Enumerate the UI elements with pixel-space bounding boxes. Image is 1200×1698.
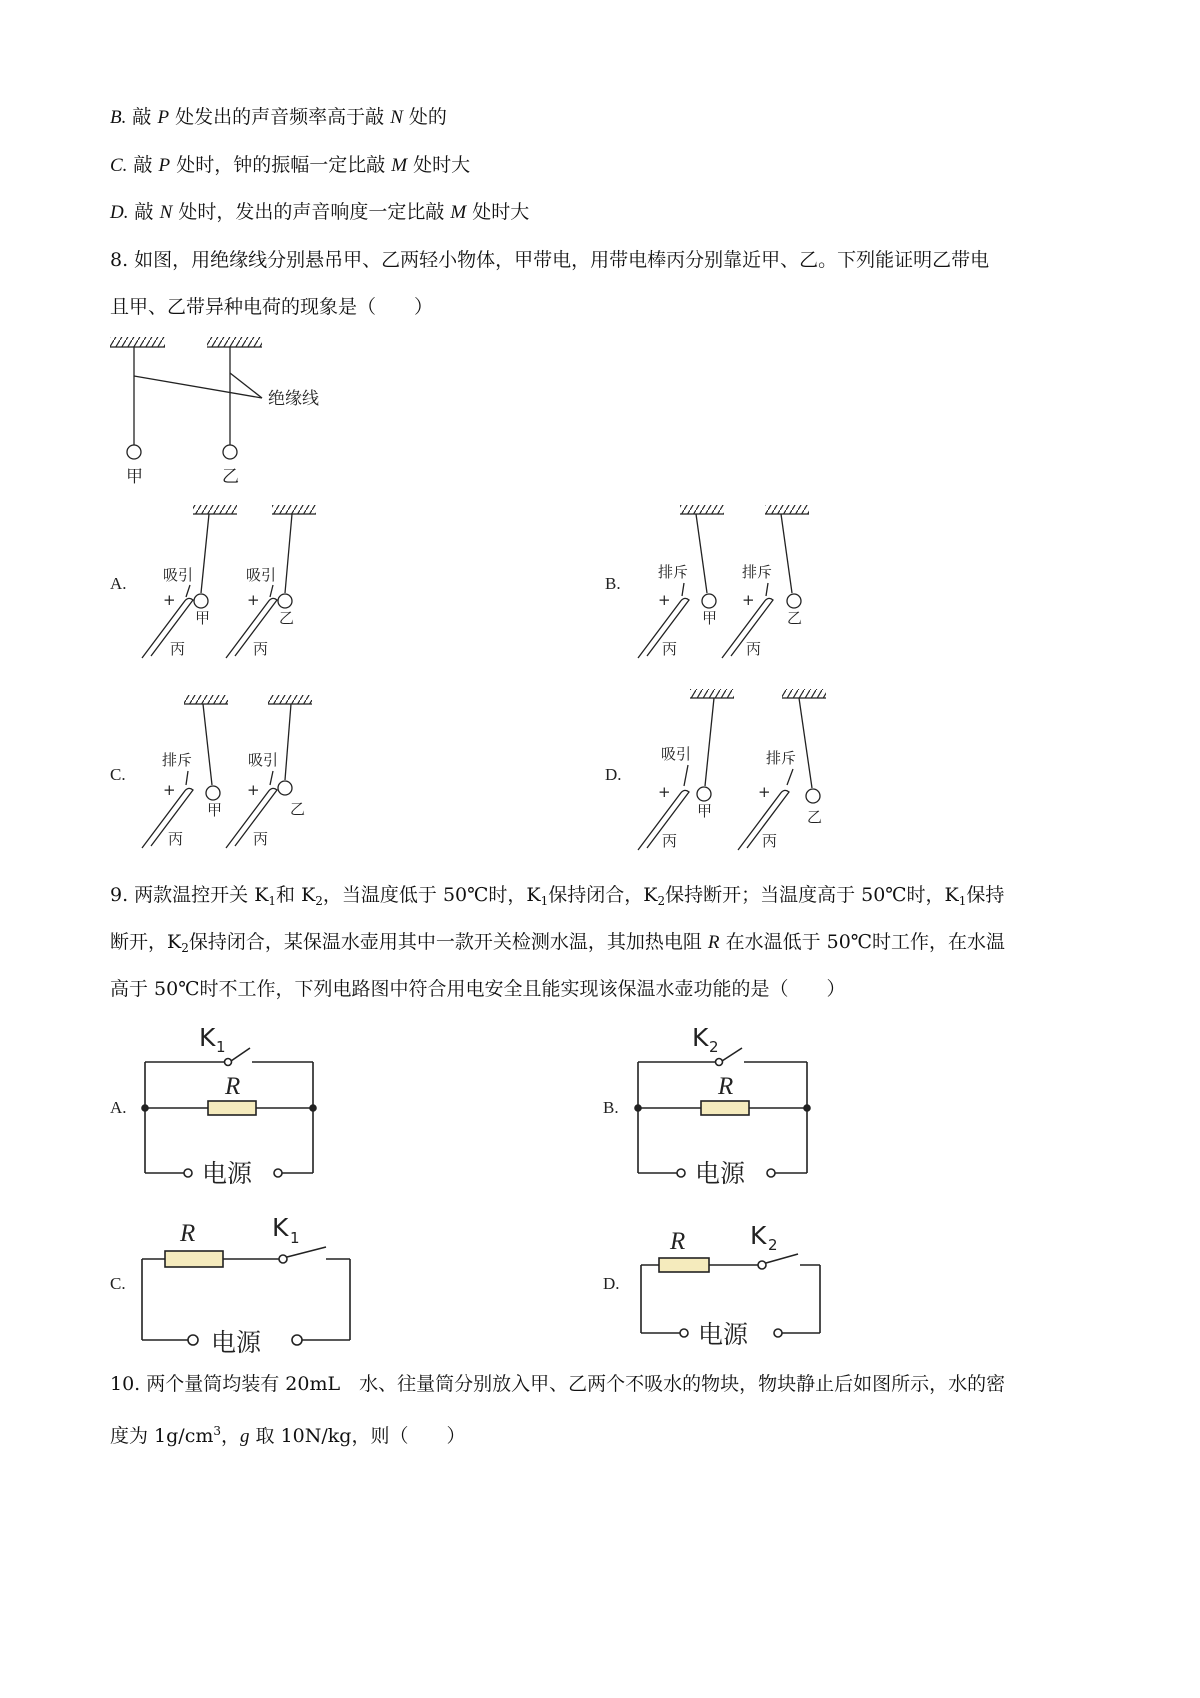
q9-stem-line-1: 9. 两款温控开关 $K_1$和 $K_2$，当温度低于 50℃时，$K_1$保持闭合，$K_2$保持断开；当温度高于 50℃时，$K_1$保持 (110, 884, 1005, 908)
svg-text:R: R (718, 1073, 734, 1100)
ball-yi-label: 乙 (222, 467, 239, 487)
svg-text:丙: 丙 (762, 832, 778, 850)
svg-text:乙: 乙 (290, 800, 306, 818)
svg-text:R: R (670, 1228, 686, 1255)
svg-text:A.: A. (110, 1098, 127, 1117)
svg-text:+: + (163, 781, 176, 799)
svg-text:R: R (225, 1073, 241, 1100)
svg-text:电源: 电源 (211, 1328, 262, 1357)
svg-text:K: K (199, 1023, 216, 1052)
q7-option-d[interactable]: D. 敲 N 处时，发出的声音响度一定比敲 M 处时大 (110, 201, 530, 223)
svg-text:甲: 甲 (195, 609, 211, 627)
svg-text:A.: A. (110, 574, 127, 593)
q9-option-d[interactable] (603, 1221, 820, 1349)
svg-text:吸引: 吸引 (246, 566, 277, 584)
svg-text:B.: B. (605, 574, 621, 593)
svg-text:吸引: 吸引 (661, 745, 692, 763)
insulator-label: 绝缘线 (268, 389, 319, 409)
q8-option-a[interactable] (110, 505, 316, 658)
svg-text:D.: D. (605, 765, 622, 784)
svg-text:D.: D. (603, 1274, 620, 1293)
svg-text:K: K (272, 1213, 289, 1242)
svg-text:丙: 丙 (168, 830, 184, 848)
svg-text:吸引: 吸引 (163, 566, 194, 584)
q9-stem-line-3: 高于 50℃时不工作，下列电路图中符合用电安全且能实现该保温水壶功能的是（ ） (110, 978, 846, 1000)
svg-text:K: K (750, 1221, 767, 1250)
svg-text:+: + (247, 591, 260, 609)
q7-option-c[interactable]: C. 敲 P 处时，钟的振幅一定比敲 M 处时大 (110, 154, 471, 176)
svg-text:电源: 电源 (698, 1320, 749, 1349)
svg-text:+: + (758, 783, 771, 801)
svg-text:丙: 丙 (253, 640, 269, 658)
q8-option-b[interactable] (605, 505, 809, 658)
svg-text:C.: C. (110, 765, 126, 784)
q8-option-d[interactable] (605, 689, 826, 850)
q8-stem-line-1: 8. 如图，用绝缘线分别悬吊甲、乙两轻小物体，甲带电，用带电棒丙分别靠近甲、乙。下列能证明乙带电 (110, 249, 990, 271)
svg-text:甲: 甲 (207, 801, 223, 819)
svg-text:+: + (247, 781, 260, 799)
svg-text:B.: B. (603, 1098, 619, 1117)
q8-option-c[interactable] (110, 695, 312, 848)
q10-stem-line-2: 度为 $1g/cm^3$，g 取 10N/kg，则（ ） (110, 1424, 466, 1447)
svg-text:排斥: 排斥 (162, 751, 193, 769)
svg-text:R: R (180, 1220, 196, 1247)
svg-text:排斥: 排斥 (742, 563, 773, 581)
svg-text:2: 2 (768, 1236, 778, 1254)
svg-text:丙: 丙 (662, 832, 678, 850)
svg-text:丙: 丙 (170, 640, 186, 658)
svg-text:乙: 乙 (279, 609, 295, 627)
svg-text:丙: 丙 (253, 830, 269, 848)
svg-text:电源: 电源 (695, 1159, 746, 1188)
q7-option-b[interactable]: B. 敲 P 处发出的声音频率高于敲 N 处的 (110, 106, 447, 128)
svg-text:甲: 甲 (702, 609, 718, 627)
svg-text:C.: C. (110, 1274, 126, 1293)
q9-stem-line-2: 断开，$K_2$保持闭合，某保温水壶用其中一款开关检测水温，其加热电阻 R 在水温低于 50℃时工作，在水温 (110, 931, 1006, 955)
svg-text:排斥: 排斥 (658, 563, 689, 581)
svg-text:1: 1 (216, 1038, 226, 1056)
svg-text:吸引: 吸引 (248, 751, 279, 769)
svg-text:+: + (742, 591, 755, 609)
svg-text:乙: 乙 (787, 609, 803, 627)
svg-text:甲: 甲 (697, 802, 713, 820)
svg-text:+: + (658, 783, 671, 801)
svg-text:电源: 电源 (202, 1159, 253, 1188)
svg-text:1: 1 (290, 1229, 300, 1247)
svg-text:2: 2 (709, 1038, 719, 1056)
svg-text:排斥: 排斥 (766, 749, 797, 767)
q8-main-figure (110, 337, 319, 487)
q9-option-b[interactable] (603, 1023, 810, 1188)
q9-option-a[interactable] (110, 1023, 316, 1188)
q9-option-c[interactable] (110, 1213, 350, 1357)
q8-stem-line-2: 且甲、乙带异种电荷的现象是（ ） (110, 296, 434, 318)
ball-jia-label: 甲 (126, 467, 143, 487)
svg-text:丙: 丙 (662, 640, 678, 658)
svg-text:丙: 丙 (746, 640, 762, 658)
svg-text:乙: 乙 (807, 808, 823, 826)
svg-text:+: + (658, 591, 671, 609)
svg-text:+: + (163, 591, 176, 609)
q10-stem-line-1: 10. 两个量筒均装有 20mL 水、往量筒分别放入甲、乙两个不吸水的物块，物块静止后如图所示，水的密 (110, 1373, 1006, 1395)
svg-text:K: K (692, 1023, 709, 1052)
